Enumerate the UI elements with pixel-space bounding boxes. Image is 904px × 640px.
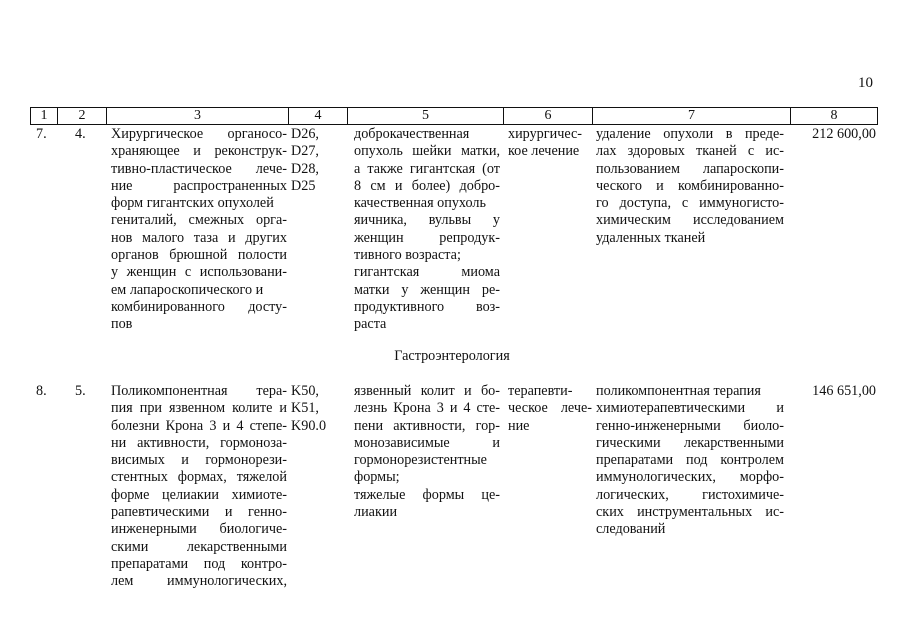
row-8-method: Поликомпонентная тера- пия при язвенном колите и болезни Крона 3 и 4 степе- ни активности, гормоноза- висимых и гормонорези- стентных формах, тяжелой форме целиакии химиоте- рапевтическими и генно- инженерными биологиче- скими лекарственными препаратами под контро- лем иммунологических, xyxy=(111,383,287,590)
row-8-treatment-method: поликомпонентная терапия химиотерапевтическими и генно-инженерными биоло- гическими лекарственными препаратами под контролем иммунологических, морфо- логических, гистохимиче- ских инструментальных ис- следований xyxy=(596,383,784,538)
row-7-subnumber: 4. xyxy=(75,126,86,142)
row-7-method: Хирургическое органосо- храняющее и реконструк- тивно-пластическое лече- ние распространенных форм гигантских опухолей гениталий, смежных орга- нов малого таза и других органов брюшной полости у женщин с использовани- ем лапароскопического и комбинированного досту- пов xyxy=(111,126,287,333)
col-header-6: 6 xyxy=(504,108,593,125)
section-title: Гастроэнтерология xyxy=(394,348,510,364)
row-7-treatment-method: удаление опухоли в преде- лах здоровых тканей с ис- пользованием лапароскопи- ческого и комбинированно- го доступа, с иммуногисто- химическим исследованием удаленных тканей xyxy=(596,126,784,246)
row-8-treatment-type: терапевти- ческое лече- ние xyxy=(508,383,592,434)
col-header-5: 5 xyxy=(348,108,504,125)
row-7-diagnosis: доброкачественная опухоль шейки матки, а также гигантская (от 8 см и более) добро- качественная опухоль яичника, вульвы у женщин репродук- тивного возраста; гигантская миома матки у женщин ре- продуктивного воз- раста xyxy=(354,126,500,333)
row-8-icd-codes: K50, K51, K90.0 xyxy=(291,383,327,434)
row-8-subnumber: 5. xyxy=(75,383,86,399)
row-8-diagnosis: язвенный колит и бо- лезнь Крона 3 и 4 сте- пени активности, гор- монозависимые и гормонорезистентные формы; тяжелые формы це- лиакии xyxy=(354,383,500,521)
col-header-7: 7 xyxy=(593,108,791,125)
col-header-3: 3 xyxy=(107,108,289,125)
col-header-1: 1 xyxy=(31,108,58,125)
row-7-number: 7. xyxy=(36,126,47,142)
col-header-4: 4 xyxy=(289,108,348,125)
row-8-cost: 146 651,00 xyxy=(812,383,876,399)
row-7-cost: 212 600,00 xyxy=(812,126,876,142)
row-8-number: 8. xyxy=(36,383,47,399)
row-7-icd-codes: D26, D27, D28, D25 xyxy=(291,126,319,194)
row-7-treatment-type: хирургичес- кое лечение xyxy=(508,126,582,160)
column-header-row xyxy=(30,107,878,125)
page-number: 10 xyxy=(858,75,873,91)
col-header-2: 2 xyxy=(58,108,107,125)
col-header-8: 8 xyxy=(791,108,878,125)
